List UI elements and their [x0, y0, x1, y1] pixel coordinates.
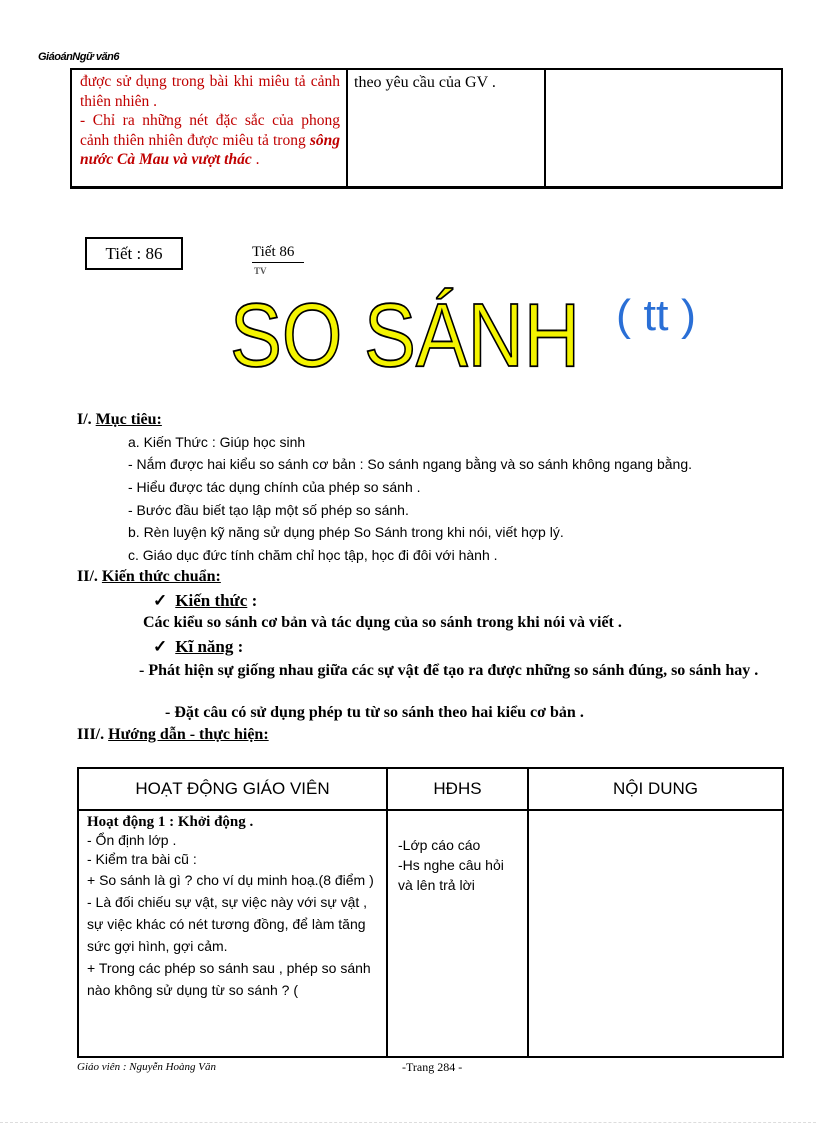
section-title: Mục tiêu: — [95, 411, 162, 428]
section-objectives-heading — [77, 411, 162, 429]
lesson-number-underline — [252, 262, 304, 263]
activity-line: - Kiểm tra bài cũ : — [87, 851, 197, 867]
continuation-cell-content — [546, 70, 781, 186]
lesson-title: SO SÁNH — [230, 286, 580, 375]
objective-item: c. Giáo dục đức tính chăm chỉ học tập, học đi đôi với hành . — [128, 547, 498, 563]
objective-item: - Bước đầu biết tạo lập một số phép so sánh. — [128, 502, 409, 518]
lesson-ghost-text: TV — [254, 266, 267, 276]
continuation-cell-teacher — [72, 70, 348, 186]
check-icon: ✓ — [153, 591, 168, 610]
activity-line: + So sánh là gì ? cho ví dụ minh hoạ.(8 điểm ) — [87, 872, 374, 888]
student-line: -Hs nghe câu hỏi và lên trả lời — [398, 857, 504, 893]
objective-item: b. Rèn luyện kỹ năng sử dụng phép So Sánh trong khi nói, viết hợp lý. — [128, 524, 564, 540]
continuation-text-2: - Chỉ ra những nét đặc sắc của phong cảnh thiên nhiên được miêu tả trong — [80, 112, 340, 149]
table-header-row — [79, 769, 782, 811]
continuation-suffix: . — [251, 151, 260, 168]
continuation-table — [70, 68, 783, 189]
activity-title: Hoạt động 1 : Khởi động . — [87, 814, 254, 830]
objective-item: a. Kiến Thức : Giúp học sinh — [128, 434, 306, 450]
knowledge-title: Kiến thức — [175, 591, 248, 610]
knowledge-subheading: ✓ Kiến thức : — [153, 591, 258, 610]
skill-subheading: ✓ Kĩ năng : — [153, 637, 244, 656]
objective-item: - Nắm được hai kiểu so sánh cơ bản : So sánh ngang bằng và so sánh không ngang bằng. — [128, 456, 692, 472]
knowledge-text: Các kiểu so sánh cơ bản và tác dụng của so sánh trong khi nói và viết . — [143, 614, 622, 631]
lesson-title-suffix: ( tt ) — [616, 291, 696, 340]
student-line: -Lớp cáo cáo — [398, 837, 481, 853]
skill-text: - Phát hiện sự giống nhau giữa các sự vật để tạo ra được những so sánh đúng, so sánh hay . — [139, 662, 759, 679]
content-cell — [529, 811, 782, 1056]
continuation-cell-student: theo yêu cầu của GV . — [348, 70, 546, 186]
footer-page-number: -Trang 284 - — [402, 1060, 463, 1074]
section-guide-heading — [77, 726, 269, 744]
column-header: HOẠT ĐỘNG GIÁO VIÊN — [79, 769, 388, 809]
lesson-title-art — [224, 270, 714, 375]
section-title: Kiến thức chuẩn: — [101, 568, 221, 585]
lesson-activity-table — [77, 767, 784, 1058]
table-row — [79, 811, 782, 1056]
activity-line: - Ổn định lớp . — [87, 832, 177, 848]
column-header: NỘI DUNG — [613, 779, 698, 798]
continuation-emphasis: sông nước Cà Mau và vượt thác — [80, 131, 340, 168]
section-title: Hướng dẫn - thực hiện: — [108, 726, 269, 743]
lesson-number-label: Tiết 86 — [252, 244, 295, 260]
continuation-text-1: được sử dụng trong bài khi miêu tả cảnh thiên nhiên . — [80, 73, 340, 110]
skill-title: Kĩ năng — [175, 637, 234, 656]
check-icon: ✓ — [153, 637, 168, 656]
column-header: HĐHS — [388, 769, 529, 809]
teacher-activity-cell — [79, 811, 388, 1056]
student-activity-cell — [388, 811, 529, 1056]
page-header: GiáoánNgữ văn6 — [38, 51, 119, 63]
activity-line: + Trong các phép so sánh sau , phép so sánh nào không sử dụng từ so sánh ? ( — [87, 960, 371, 998]
section-number: III/. — [77, 726, 109, 743]
section-number: II/. — [77, 568, 102, 585]
objective-item: - Hiểu được tác dụng chính của phép so sánh . — [128, 479, 421, 495]
section-number: I/. — [77, 411, 96, 428]
section-knowledge-heading — [77, 568, 221, 586]
footer-teacher: Giáo viên : Nguyễn Hoàng Văn — [77, 1061, 216, 1073]
lesson-number-box: Tiết : 86 — [85, 237, 183, 270]
activity-line: - Là đối chiếu sự vật, sự việc này với sự vật , sự việc khác có nét tương đồng, để làm tăng sức gợi hình, gợi cảm. — [87, 894, 368, 954]
skill-text: - Đặt câu có sử dụng phép tu từ so sánh theo hai kiểu cơ bản . — [165, 704, 584, 721]
